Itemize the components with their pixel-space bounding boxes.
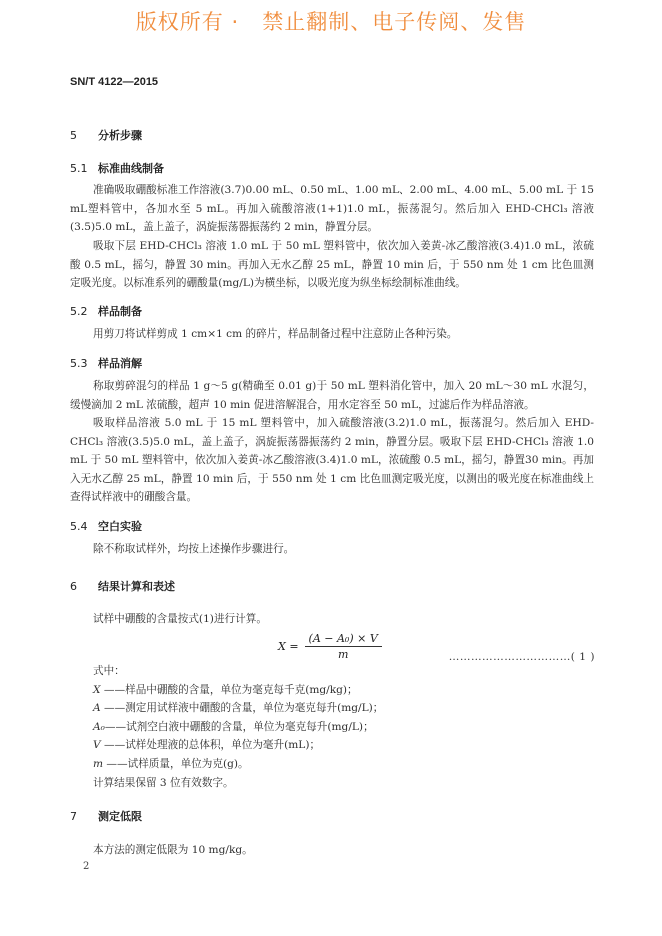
copyright-banner: 版权所有 · 禁止翻制、电子传阅、发售 bbox=[135, 10, 527, 34]
paragraph-5-1-b: 吸取下层 EHD-CHCl₃ 溶液 1.0 mL 于 50 mL 塑料管中，依次加入姜黄-冰乙酸溶液(3.4)1.0 mL，浓硫酸 0.5 mL，摇匀，静置 30 min。再加入无水乙醇 25 mL，静置 10 min 后，于 550 nm 处 1 cm 比色皿测定吸光度。以标准系列的硼酸量(mg/L)为横坐标，以吸光度为纵坐标绘制标准曲线。 bbox=[70, 240, 594, 290]
paragraph-6: 试样中硼酸的含量按式(1)进行计算。 bbox=[93, 613, 267, 625]
section-heading-7: 7 测定低限 bbox=[70, 810, 142, 823]
result-note: 计算结果保留 3 位有效数字。 bbox=[93, 776, 234, 789]
section-heading-5-1: 5.1 标准曲线制备 bbox=[70, 162, 164, 175]
variable-definitions bbox=[93, 662, 383, 792]
paragraph-7: 本方法的测定低限为 10 mg/kg。 bbox=[93, 844, 253, 856]
paragraph-5-3-b: 吸取样品溶液 5.0 mL 于 15 mL 塑料管中，加入硫酸溶液(3.2)1.0 mL，振荡混匀。然后加入 EHD-CHCl₃ 溶液(3.5)5.0 mL，盖上盖子，涡旋振荡器振荡约 2 min，静置分层。吸取下层 EHD-CHCl₃ 溶液 1.0 mL 于 50 mL 塑料管中，依次加入姜黄-冰乙酸溶液(3.4)1.0 mL，浓硫酸 0.5 mL，摇匀，静置30 min。再加入无水乙醇 25 mL，静置 10 min 后，于 550 nm 处 1 cm 比色皿测定吸光度，以测出的吸光度在标准曲线上查得试样液中的硼酸含量。 bbox=[70, 417, 594, 504]
variable-item: A ——测定用试样液中硼酸的含量，单位为毫克每升(mg/L)； bbox=[93, 702, 384, 715]
variable-item: X ——样品中硼酸的含量，单位为毫克每千克(mg/kg)； bbox=[93, 683, 358, 696]
variable-item: m ——试样质量，单位为克(g)。 bbox=[93, 757, 249, 770]
paragraph-5-4: 除不称取试样外，均按上述操作步骤进行。 bbox=[93, 543, 295, 555]
variable-item: V ——试样处理液的总体积，单位为毫升(mL)； bbox=[93, 739, 321, 752]
section-heading-5-3: 5.3 样品消解 bbox=[70, 357, 142, 370]
section-heading-5: 5 分析步骤 bbox=[70, 129, 142, 142]
section-heading-5-4: 5.4 空白实验 bbox=[70, 520, 142, 533]
page-number: 2 bbox=[83, 861, 90, 872]
equation-number-line bbox=[441, 639, 595, 663]
paragraph-5-3-a: 称取剪碎混匀的样品 1 g～5 g(精确至 0.01 g)于 50 mL 塑料消化管中，加入 20 mL～30 mL 水混匀，缓慢滴加 2 mL 浓硫酸，超声 10 min 促进溶解混合，用水定容至 50 mL，过滤后作为样品溶液。 bbox=[70, 380, 594, 411]
formula-lhs: X = bbox=[278, 640, 299, 653]
boric-acid-formula bbox=[278, 632, 382, 661]
variable-item: A₀——试剂空白液中硼酸的含量，单位为毫克每升(mg/L)； bbox=[93, 720, 374, 733]
paragraph-5-1-a: 准确吸取硼酸标准工作溶液(3.7)0.00 mL、0.50 mL、1.00 mL、2.00 mL、4.00 mL、5.00 mL 于 15 mL塑料管中，各加水至 5 mL。再加入硫酸溶液(1+1)1.0 mL，振荡混匀。然后加入 EHD-CHCl₃ 溶液(3.5)5.0 mL，盖上盖子，涡旋振荡器振荡约 2 min，静置分层。 bbox=[70, 184, 594, 234]
equation-number: ( 1 ) bbox=[570, 651, 596, 663]
standard-code: SN/T 4122—2015 bbox=[70, 76, 159, 88]
section-heading-5-2: 5.2 样品制备 bbox=[70, 305, 142, 318]
formula-numerator: (A − A₀) × V bbox=[305, 632, 382, 647]
formula-dots: …………………………… bbox=[448, 651, 571, 663]
section-heading-6: 6 结果计算和表述 bbox=[70, 580, 175, 593]
paragraph-5-2: 用剪刀将试样剪成 1 cm×1 cm 的碎片，样品制备过程中注意防止各种污染。 bbox=[93, 328, 458, 340]
variables-intro: 式中： bbox=[93, 665, 125, 677]
formula-denominator: m bbox=[337, 648, 349, 661]
